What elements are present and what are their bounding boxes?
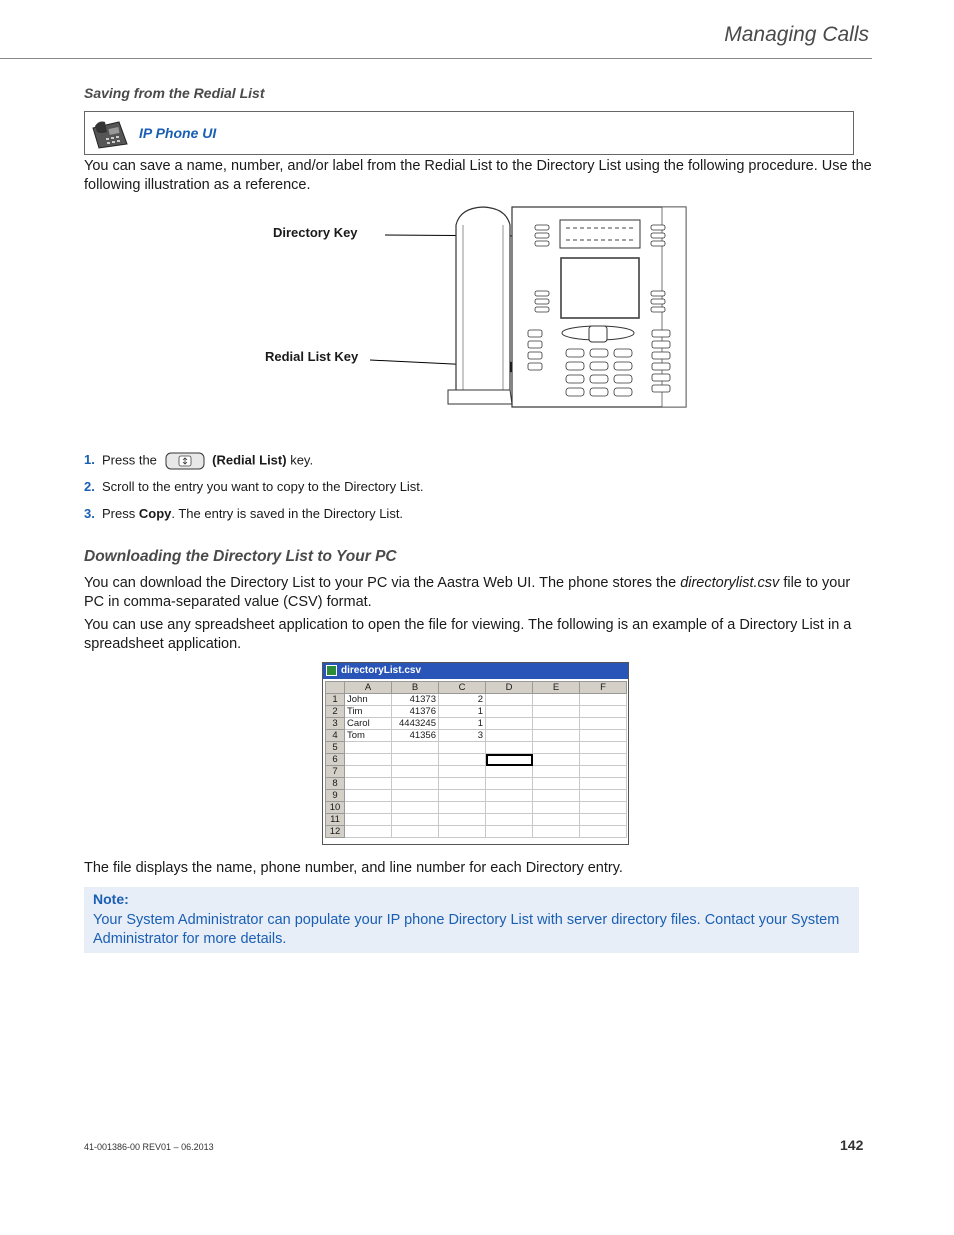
cell xyxy=(486,766,533,778)
table-row xyxy=(326,754,627,766)
spreadsheet-screenshot xyxy=(322,662,629,845)
step-text: Press the xyxy=(102,452,157,468)
table-row xyxy=(326,730,627,742)
cell xyxy=(439,778,486,790)
cell xyxy=(392,778,439,790)
cell xyxy=(392,742,439,754)
table-row xyxy=(326,814,627,826)
cell xyxy=(533,826,580,838)
table-row xyxy=(326,826,627,838)
step-3 xyxy=(84,506,403,521)
phone-illustration xyxy=(0,0,954,440)
cell xyxy=(580,826,627,838)
cell: Tim xyxy=(345,706,392,718)
cell xyxy=(392,754,439,766)
step-2 xyxy=(84,479,424,494)
row-number: 8 xyxy=(326,778,345,790)
footer-doc-id: 41-001386-00 REV01 – 06.2013 xyxy=(84,1142,214,1152)
row-number: 10 xyxy=(326,802,345,814)
cell xyxy=(533,742,580,754)
row-number: 6 xyxy=(326,754,345,766)
cell xyxy=(486,730,533,742)
note-box xyxy=(84,887,859,953)
excel-icon xyxy=(326,665,337,676)
cell xyxy=(439,814,486,826)
cell xyxy=(392,802,439,814)
p1-post: file to your PC in comma-separated value (CSV) format. xyxy=(84,575,851,610)
step-text: Press xyxy=(102,506,136,521)
column-header: A xyxy=(345,682,392,694)
cell xyxy=(392,826,439,838)
cell xyxy=(486,814,533,826)
column-header: F xyxy=(580,682,627,694)
cell xyxy=(580,694,627,706)
cell xyxy=(533,802,580,814)
step-text: Scroll to the entry you want to copy to the Directory List. xyxy=(102,479,424,494)
cell: 41376 xyxy=(392,706,439,718)
cell xyxy=(533,766,580,778)
cell xyxy=(580,778,627,790)
table-row xyxy=(326,802,627,814)
note-body: Your System Administrator can populate your IP phone Directory List with server directory files. Contact your System Administrator for more details. xyxy=(93,912,840,947)
row-number: 2 xyxy=(326,706,345,718)
cell xyxy=(580,802,627,814)
cell xyxy=(392,814,439,826)
cell xyxy=(533,706,580,718)
step-bold: Copy xyxy=(138,506,172,521)
cell xyxy=(345,766,392,778)
cell xyxy=(580,730,627,742)
spreadsheet-titlebar xyxy=(323,663,628,679)
cell: John xyxy=(345,694,392,706)
page-header-title: Managing Calls xyxy=(724,23,869,46)
column-header: C xyxy=(439,682,486,694)
cell xyxy=(345,790,392,802)
step-1 xyxy=(84,452,313,470)
cell: 3 xyxy=(439,730,486,742)
cell xyxy=(486,802,533,814)
cell: 4443245 xyxy=(392,718,439,730)
cell xyxy=(439,802,486,814)
note-title: Note: xyxy=(93,891,129,907)
redial-list-key-label: Redial List Key xyxy=(265,349,359,364)
step-bold: (Redial List) xyxy=(212,452,287,468)
cell xyxy=(580,718,627,730)
row-number: 1 xyxy=(326,694,345,706)
table-row xyxy=(326,694,627,706)
step-number: 1. xyxy=(84,452,95,468)
cell xyxy=(439,790,486,802)
cell xyxy=(533,814,580,826)
cell: 1 xyxy=(439,718,486,730)
cell xyxy=(345,778,392,790)
cell xyxy=(486,742,533,754)
download-paragraph-2: You can use any spreadsheet application to open the file for viewing. The following is an example of a Directory List in a spreadsheet application. xyxy=(84,617,852,652)
cell xyxy=(439,754,486,766)
p1-pre: You can download the Directory List to your PC via the Aastra Web UI. The phone stores the xyxy=(84,575,677,591)
row-number: 5 xyxy=(326,742,345,754)
step-number: 2. xyxy=(84,479,95,494)
cell: 41373 xyxy=(392,694,439,706)
cell: 2 xyxy=(439,694,486,706)
cell xyxy=(486,790,533,802)
cell xyxy=(486,778,533,790)
ip-phone-ui-label: IP Phone UI xyxy=(139,125,217,141)
cell xyxy=(533,778,580,790)
cell xyxy=(486,694,533,706)
cell: Carol xyxy=(345,718,392,730)
cell: 41356 xyxy=(392,730,439,742)
row-number: 7 xyxy=(326,766,345,778)
cell xyxy=(533,754,580,766)
cell xyxy=(580,706,627,718)
cell xyxy=(580,754,627,766)
cell xyxy=(392,766,439,778)
cell xyxy=(345,802,392,814)
cell: 1 xyxy=(439,706,486,718)
spreadsheet-title: directoryList.csv xyxy=(341,665,422,676)
cell xyxy=(533,790,580,802)
row-number: 3 xyxy=(326,718,345,730)
cell xyxy=(486,826,533,838)
footer-page-number: 142 xyxy=(840,1137,864,1153)
cell xyxy=(439,826,486,838)
cell xyxy=(533,694,580,706)
redial-key-icon xyxy=(165,452,205,470)
table-row xyxy=(326,778,627,790)
directory-key-label: Directory Key xyxy=(273,225,358,240)
row-number: 12 xyxy=(326,826,345,838)
column-header: B xyxy=(392,682,439,694)
row-number: 9 xyxy=(326,790,345,802)
cell xyxy=(580,814,627,826)
step-number: 3. xyxy=(84,506,95,521)
cell xyxy=(345,742,392,754)
column-header: D xyxy=(486,682,533,694)
cell xyxy=(533,718,580,730)
p1-filename: directorylist.csv xyxy=(680,575,780,591)
column-header: E xyxy=(533,682,580,694)
table-row xyxy=(326,766,627,778)
table-row xyxy=(326,742,627,754)
cell xyxy=(580,742,627,754)
cell: Tom xyxy=(345,730,392,742)
step-text-post: key. xyxy=(290,452,314,468)
intro-paragraph: You can save a name, number, and/or label from the Redial List to the Directory List using the following procedure. Use the following illustration as a reference. xyxy=(84,158,872,193)
row-number: 11 xyxy=(326,814,345,826)
cell xyxy=(439,742,486,754)
cell xyxy=(533,730,580,742)
cell xyxy=(345,814,392,826)
table-row xyxy=(326,790,627,802)
cell xyxy=(392,790,439,802)
spreadsheet-grid xyxy=(325,681,627,838)
cell xyxy=(580,766,627,778)
table-row xyxy=(326,706,627,718)
cell xyxy=(486,718,533,730)
corner-cell xyxy=(326,682,345,694)
step-text-post: . The entry is saved in the Directory List. xyxy=(171,506,404,521)
section-heading-download: Downloading the Directory List to Your PC xyxy=(84,548,397,565)
table-row xyxy=(326,718,627,730)
section-heading-saving: Saving from the Redial List xyxy=(84,85,265,101)
cell xyxy=(439,766,486,778)
cell xyxy=(345,754,392,766)
cell xyxy=(345,826,392,838)
selected-cell xyxy=(486,754,533,766)
cell xyxy=(486,706,533,718)
row-number: 4 xyxy=(326,730,345,742)
download-paragraph-1 xyxy=(84,574,874,612)
after-sheet-paragraph: The file displays the name, phone number, and line number for each Directory entry. xyxy=(84,860,623,876)
cell xyxy=(580,790,627,802)
